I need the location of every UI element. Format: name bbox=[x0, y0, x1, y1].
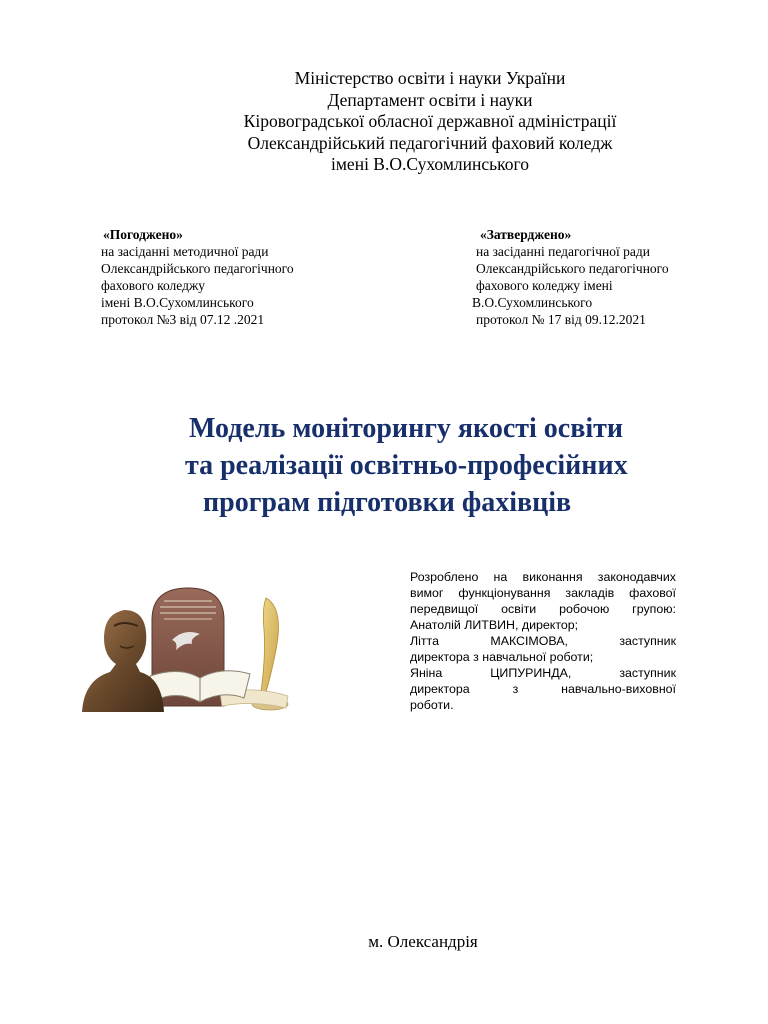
note-line: Літта МАКСІМОВА, заступник bbox=[410, 634, 676, 648]
approval-line: протокол № 17 від 09.12.2021 bbox=[476, 312, 646, 327]
note-line: вимог функціонування закладів фахової bbox=[410, 586, 676, 600]
approval-line: фахового коледжу bbox=[101, 278, 206, 293]
approval-approved-heading: «Затверджено» bbox=[480, 227, 572, 242]
approval-agreed-block bbox=[101, 226, 294, 328]
title-line: та реалізації освітньо-професійних bbox=[185, 450, 628, 481]
header-line: імені В.О.Сухомлинського bbox=[331, 154, 529, 174]
city-label: м. Олександрія bbox=[368, 932, 478, 951]
approval-agreed-heading: «Погоджено» bbox=[103, 227, 183, 242]
note-line: Анатолій ЛИТВИН, директор; bbox=[410, 618, 579, 632]
monument-bust-icon bbox=[80, 580, 300, 715]
working-group-note bbox=[410, 569, 676, 713]
note-line: роботи. bbox=[410, 698, 454, 712]
header-line: Олександрійський педагогічний фаховий коледж bbox=[247, 132, 613, 153]
approval-line: Олександрійського педагогічного bbox=[101, 261, 294, 276]
institution-header bbox=[0, 68, 768, 176]
approval-line: В.О.Сухомлинського bbox=[472, 295, 593, 310]
approval-line: на засіданні методичної ради bbox=[101, 244, 269, 259]
header-line: Міністерство освіти і науки України bbox=[294, 68, 566, 88]
document-title bbox=[150, 410, 710, 521]
approval-line: на засіданні педагогічної ради bbox=[476, 244, 650, 259]
title-line: Модель моніторингу якості освіти bbox=[189, 413, 623, 444]
approval-line: протокол №3 від 07.12 .2021 bbox=[101, 312, 265, 327]
header-line: Департамент освіти і науки bbox=[327, 89, 533, 110]
note-line: директора з навчально-виховної bbox=[410, 682, 676, 696]
approval-line: Олександрійського педагогічного bbox=[476, 261, 669, 276]
note-line: передвищої освіти робочою групою: bbox=[410, 602, 676, 616]
title-line: програм підготовки фахівців bbox=[203, 487, 572, 518]
note-line: Яніна ЦИПУРИНДА, заступник bbox=[410, 666, 676, 680]
note-line: Розроблено на виконання законодавчих bbox=[410, 570, 676, 584]
approval-line: імені В.О.Сухомлинського bbox=[101, 295, 254, 310]
approval-line: фахового коледжу імені bbox=[476, 278, 613, 293]
approval-approved-block bbox=[472, 226, 669, 328]
header-line: Кіровоградської обласної державної адміністрації bbox=[243, 111, 617, 131]
note-line: директора з навчальної роботи; bbox=[410, 650, 594, 664]
